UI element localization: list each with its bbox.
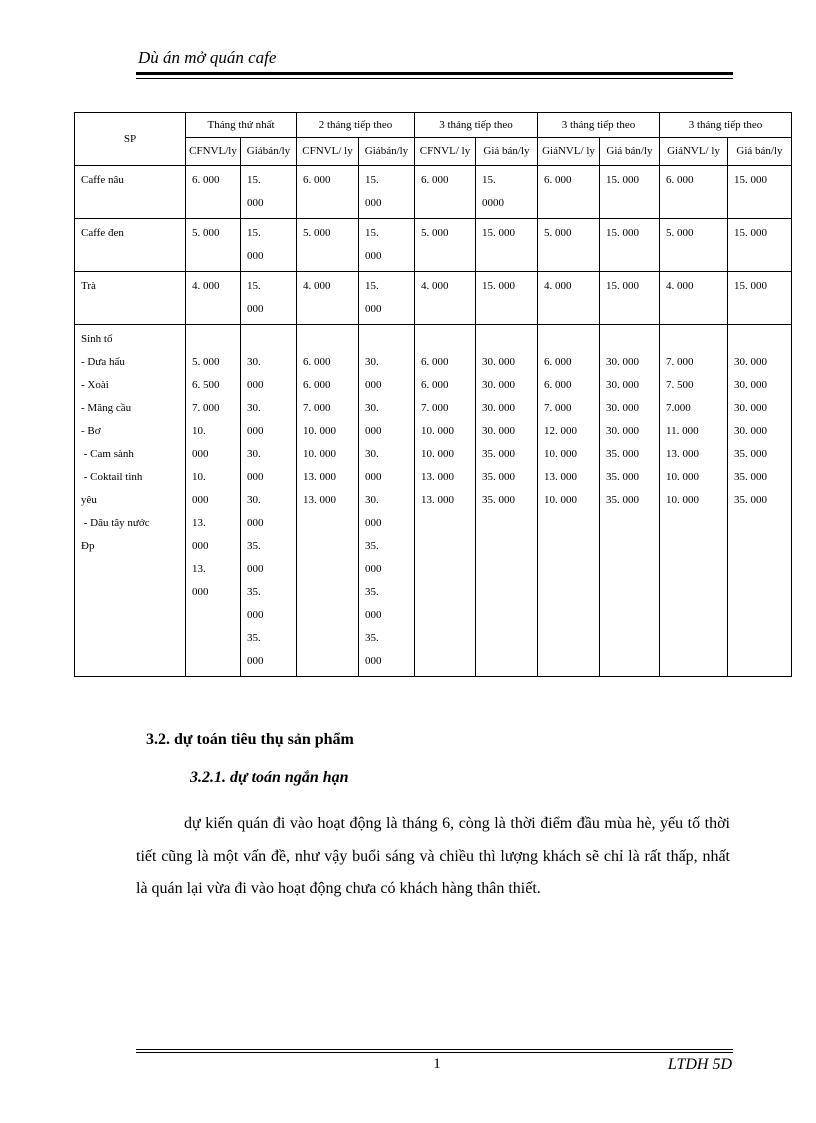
cell-line: 000: [247, 609, 264, 621]
cell-line: 000: [247, 517, 264, 529]
cell-line: 30. 000: [734, 379, 767, 391]
cell-line: 30. 000: [606, 425, 639, 437]
cell-line: 15. 000: [606, 227, 639, 239]
cell-line: 4. 000: [192, 280, 220, 292]
cell-line: 13. 000: [666, 448, 699, 460]
cell-line: 6. 000: [666, 174, 694, 186]
cell-line: 000: [365, 609, 382, 621]
subheader-cell: [476, 138, 538, 166]
cell-line: 11. 000: [666, 425, 699, 437]
price-cell: [660, 272, 728, 325]
cell-line: 6. 000: [544, 356, 572, 368]
cell-line: 30. 000: [734, 402, 767, 414]
price-cell: [241, 272, 297, 325]
cell-line: 5. 000: [666, 227, 694, 239]
cell-line: 6. 000: [544, 174, 572, 186]
cell-line: 35.: [365, 632, 379, 644]
cell-line: Trà: [81, 280, 96, 292]
cell-line: 10.: [192, 471, 206, 483]
cell-line: [606, 328, 653, 351]
cell-line: 000: [365, 563, 382, 575]
subheader-cell: [600, 138, 660, 166]
cell-line: 000: [365, 250, 382, 262]
cell-line: 6. 000: [421, 379, 449, 391]
cell-line: 35. 000: [606, 471, 639, 483]
price-cell: [728, 166, 792, 219]
period-header: Tháng thứ nhất: [186, 113, 297, 138]
cell-line: 35. 000: [482, 471, 515, 483]
cell-line: 30. 000: [482, 356, 515, 368]
price-cell: [241, 166, 297, 219]
cell-line: 30. 000: [482, 425, 515, 437]
cell-line: 000: [247, 197, 264, 209]
cell-line: 10.: [192, 425, 206, 437]
table-row: [75, 272, 792, 325]
cell-line: 13. 000: [421, 494, 454, 506]
cell-line: 10. 000: [421, 425, 454, 437]
cell-line: [734, 328, 785, 351]
footer-rule-bottom: [136, 1052, 733, 1053]
cell-line: Sinh tố: [81, 333, 113, 345]
cell-line: 35. 000: [606, 494, 639, 506]
price-cell: [538, 219, 600, 272]
cell-line: yêu: [81, 494, 97, 506]
cell-line: 000: [247, 425, 264, 437]
cell-line: 000: [365, 471, 382, 483]
cell-line: 35.: [247, 540, 261, 552]
cell-line: 000: [365, 379, 382, 391]
cell-line: 12. 000: [544, 425, 577, 437]
cell-line: 000: [365, 655, 382, 667]
cell-line: 7. 000: [192, 402, 220, 414]
cell-line: 15.: [365, 174, 379, 186]
cell-line: 0000: [482, 197, 504, 209]
cell-line: 000: [192, 586, 209, 598]
cell-line: 30.: [247, 494, 261, 506]
cell-line: 5. 000: [303, 227, 331, 239]
cell-line: 7. 000: [666, 356, 694, 368]
table-row: [75, 166, 792, 219]
price-cell: [241, 219, 297, 272]
cell-line: 30. 000: [606, 356, 639, 368]
cell-line: 15. 000: [734, 280, 767, 292]
product-name-cell: [75, 325, 186, 677]
cell-line: 7. 000: [303, 402, 331, 414]
cell-line: Giá: [246, 145, 263, 157]
header-rule-thick: [136, 72, 733, 75]
period-header: 3 tháng tiếp theo: [538, 113, 660, 138]
price-cell: [728, 219, 792, 272]
cell-line: 7. 000: [544, 402, 572, 414]
period-header: 2 tháng tiếp theo: [297, 113, 415, 138]
subheader-cell: [297, 138, 359, 166]
cell-line: Giá: [667, 145, 683, 157]
cell-line: 30.: [365, 402, 379, 414]
cell-line: ly: [774, 145, 783, 157]
cell-line: 15.: [247, 227, 261, 239]
cell-line: - Dâu tây nước: [81, 517, 150, 529]
cell-line: 000: [247, 655, 264, 667]
cell-line: - Xoài: [81, 379, 109, 391]
subheader-cell: [660, 138, 728, 166]
cell-line: [666, 328, 721, 351]
cell-line: 10. 000: [666, 494, 699, 506]
cell-line: NVL/ ly: [557, 145, 595, 157]
cell-line: ly: [521, 145, 530, 157]
price-cell: [538, 272, 600, 325]
cell-line: 10. 000: [666, 471, 699, 483]
cell-line: Giá bán/: [736, 145, 774, 157]
cell-line: 6. 000: [192, 174, 220, 186]
cell-line: 10. 000: [544, 494, 577, 506]
sp-header: SP: [75, 113, 186, 166]
period-header: 3 tháng tiếp theo: [415, 113, 538, 138]
cell-line: 000: [247, 250, 264, 262]
price-cell: [600, 272, 660, 325]
cell-line: 30. 000: [606, 379, 639, 391]
cell-line: 35. 000: [734, 494, 767, 506]
cell-line: bán/ly: [262, 145, 291, 157]
subheader-cell: [186, 138, 241, 166]
price-table: [74, 112, 792, 677]
cell-line: 4. 000: [666, 280, 694, 292]
cell-line: bán/ly: [380, 145, 409, 157]
cell-line: 13. 000: [544, 471, 577, 483]
cell-line: 30.: [365, 356, 379, 368]
cell-line: 000: [192, 494, 209, 506]
cell-line: 15. 000: [482, 227, 515, 239]
cell-line: 30. 000: [734, 356, 767, 368]
cell-line: 35. 000: [734, 448, 767, 460]
section-heading: 3.2. dự toán tiêu thụ sản phẩm: [146, 731, 354, 748]
page-header: [136, 48, 733, 68]
cell-line: 000: [192, 540, 209, 552]
price-cell: [728, 325, 792, 677]
cell-line: [421, 328, 469, 351]
price-cell: [476, 219, 538, 272]
cell-line: 6. 000: [303, 379, 331, 391]
cell-line: CF: [419, 145, 434, 157]
cell-line: 15.: [482, 174, 496, 186]
cell-line: 15.: [247, 174, 261, 186]
price-cell: [359, 325, 415, 677]
price-cell: [186, 166, 241, 219]
price-cell: [538, 166, 600, 219]
cell-line: 35.: [365, 540, 379, 552]
cell-line: 35. 000: [734, 471, 767, 483]
price-cell: [415, 272, 476, 325]
cell-line: 10. 000: [303, 448, 336, 460]
cell-line: 000: [365, 425, 382, 437]
table-body: [75, 166, 792, 677]
cell-line: Giá bán/: [483, 145, 521, 157]
price-cell: [297, 272, 359, 325]
cell-line: 6. 000: [421, 356, 449, 368]
cell-line: NVL/: [202, 145, 229, 157]
subheader-cell: [538, 138, 600, 166]
cell-line: 30.: [365, 448, 379, 460]
product-name-cell: [75, 272, 186, 325]
price-cell: [476, 325, 538, 677]
price-cell: [660, 166, 728, 219]
cell-line: - Bơ: [81, 425, 101, 437]
cell-line: NVL/ ly: [315, 145, 353, 157]
cell-line: 30. 000: [482, 402, 515, 414]
cell-line: 30. 000: [606, 402, 639, 414]
cell-line: 35.: [247, 586, 261, 598]
cell-line: - Măng cầu: [81, 402, 132, 414]
cell-line: 35. 000: [482, 494, 515, 506]
cell-line: - Dưa hấu: [81, 356, 125, 368]
product-name-cell: [75, 219, 186, 272]
cell-line: CF: [302, 145, 316, 157]
product-name-cell: [75, 166, 186, 219]
cell-line: 6. 000: [303, 356, 331, 368]
cell-line: Caffe nâu: [81, 174, 124, 186]
cell-line: [544, 328, 593, 351]
cell-line: 30.: [247, 356, 261, 368]
price-cell: [600, 166, 660, 219]
cell-line: 4. 000: [421, 280, 449, 292]
price-cell: [660, 219, 728, 272]
price-cell: [415, 325, 476, 677]
period-header: 3 tháng tiếp theo: [660, 113, 792, 138]
cell-line: Caffe đen: [81, 227, 124, 239]
subheader-cell: [728, 138, 792, 166]
cell-line: 30. 000: [734, 425, 767, 437]
cell-line: 13. 000: [421, 471, 454, 483]
cell-line: 35.: [247, 632, 261, 644]
cell-line: 000: [365, 517, 382, 529]
cell-line: 4. 000: [303, 280, 331, 292]
footer-rule-top: [136, 1049, 733, 1050]
cell-line: [365, 328, 408, 351]
price-cell: [297, 219, 359, 272]
cell-line: 000: [365, 197, 382, 209]
cell-line: 15. 000: [606, 174, 639, 186]
cell-line: 10. 000: [421, 448, 454, 460]
header-title: Dù án mở quán cafe: [138, 48, 277, 67]
page-number: 1: [433, 1056, 441, 1072]
price-cell: [359, 272, 415, 325]
price-cell: [660, 325, 728, 677]
cell-line: ly: [644, 145, 653, 157]
cell-line: 15. 000: [734, 227, 767, 239]
price-cell: [600, 325, 660, 677]
cell-line: 15. 000: [734, 174, 767, 186]
cell-line: NVL/ ly: [682, 145, 720, 157]
cell-line: 000: [192, 448, 209, 460]
cell-line: 000: [365, 303, 382, 315]
cell-line: 5. 000: [421, 227, 449, 239]
cell-line: 000: [247, 303, 264, 315]
cell-line: 6. 500: [192, 379, 220, 391]
cell-line: 30.: [365, 494, 379, 506]
cell-line: 15. 000: [482, 280, 515, 292]
cell-line: Giá: [542, 145, 558, 157]
price-cell: [359, 166, 415, 219]
cell-line: ly: [228, 145, 237, 157]
cell-line: 30.: [247, 448, 261, 460]
section-subheading: 3.2.1. dự toán ngắn hạn: [190, 769, 349, 786]
subheader-cell: [415, 138, 476, 166]
cell-line: 15.: [247, 280, 261, 292]
cell-line: Đp: [81, 540, 95, 552]
cell-line: 13.: [192, 563, 206, 575]
cell-line: 13. 000: [303, 471, 336, 483]
cell-line: 5. 000: [192, 356, 220, 368]
footer-label: LTDH 5D: [667, 1056, 732, 1073]
cell-line: 35. 000: [482, 448, 515, 460]
cell-line: [247, 328, 290, 351]
cell-line: Giá bán/: [606, 145, 644, 157]
cell-line: 15. 000: [606, 280, 639, 292]
price-cell: [600, 219, 660, 272]
cell-line: [482, 328, 531, 351]
cell-line: 000: [247, 563, 264, 575]
price-cell: [241, 325, 297, 677]
cell-line: 7.000: [666, 402, 691, 414]
price-cell: [186, 325, 241, 677]
cell-line: 30.: [247, 402, 261, 414]
cell-line: [192, 328, 234, 351]
section-paragraph: dự kiến quán đi vào hoạt động là tháng 6, còng là thời điểm đầu mùa hè, yếu tố thời tiết cũng là một vấn đề, như vậy buổi sáng và chiều thì lượng khách sẽ chỉ là rất thấp, nhất là quán lại vừa đi vào hoạt động chưa có khách hàng thân thiết.: [136, 815, 730, 897]
cell-line: CF: [189, 145, 203, 157]
cell-line: 7. 000: [421, 402, 449, 414]
header-rule-thin: [136, 78, 733, 79]
price-cell: [297, 166, 359, 219]
cell-line: 10. 000: [544, 448, 577, 460]
price-cell: [476, 272, 538, 325]
cell-line: 30. 000: [482, 379, 515, 391]
table-row: [75, 325, 792, 677]
cell-line: [303, 328, 352, 351]
table-header-row: [75, 113, 792, 138]
subheader-cell: [359, 138, 415, 166]
cell-line: 000: [247, 379, 264, 391]
price-cell: [186, 219, 241, 272]
cell-line: 6. 000: [303, 174, 331, 186]
cell-line: 4. 000: [544, 280, 572, 292]
cell-line: 6. 000: [544, 379, 572, 391]
table-row: [75, 219, 792, 272]
price-cell: [415, 219, 476, 272]
price-cell: [728, 272, 792, 325]
cell-line: 15.: [365, 280, 379, 292]
cell-line: 15.: [365, 227, 379, 239]
cell-line: - Cam sành: [81, 448, 134, 460]
price-cell: [297, 325, 359, 677]
cell-line: 000: [247, 471, 264, 483]
cell-line: 10. 000: [303, 425, 336, 437]
cell-line: 6. 000: [421, 174, 449, 186]
cell-line: 35. 000: [606, 448, 639, 460]
price-cell: [476, 166, 538, 219]
cell-line: - Coktail tình: [81, 471, 143, 483]
price-cell: [538, 325, 600, 677]
cell-line: 7. 500: [666, 379, 694, 391]
cell-line: 5. 000: [192, 227, 220, 239]
cell-line: 13.: [192, 517, 206, 529]
cell-line: 5. 000: [544, 227, 572, 239]
cell-line: Giá: [364, 145, 381, 157]
cell-line: 13. 000: [303, 494, 336, 506]
price-cell: [359, 219, 415, 272]
price-cell: [186, 272, 241, 325]
cell-line: NVL/ ly: [433, 145, 471, 157]
cell-line: 35.: [365, 586, 379, 598]
price-cell: [415, 166, 476, 219]
subheader-cell: [241, 138, 297, 166]
